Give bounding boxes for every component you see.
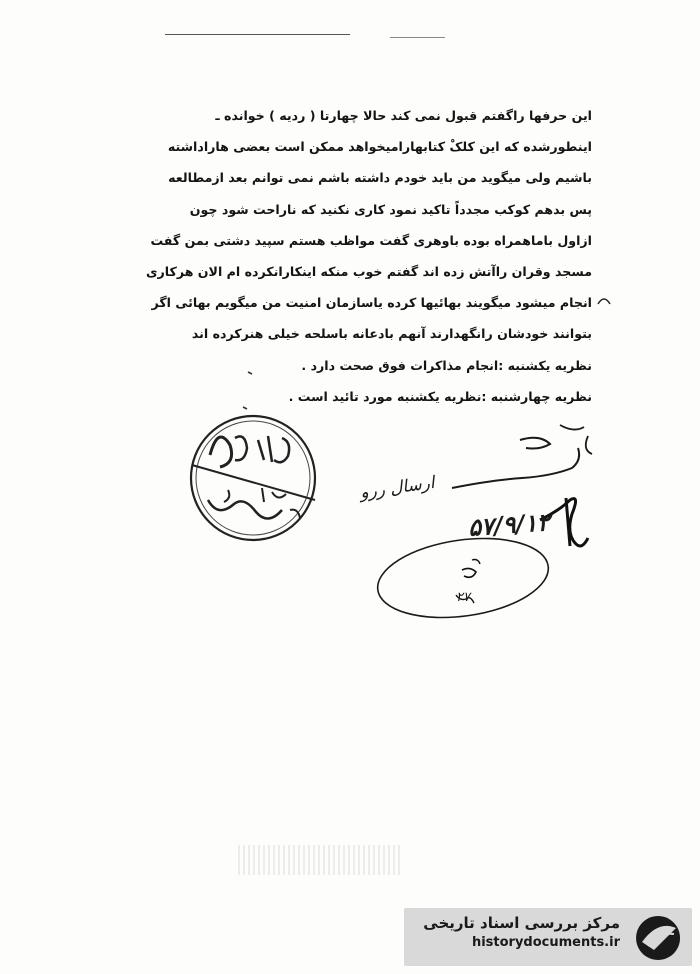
body-line: پس بدهم کوکب مجدداً تاکید نمود کاری نکنید که ناراحت شود چون: [189, 201, 592, 217]
oval-note: ۲۷: [456, 590, 470, 605]
body-line: بتوانند خودشان رانگهدارند آنهم بادعانه باسلحه خیلی هنرکرده اند: [191, 326, 592, 342]
handwritten-annotation: ارسال ررو: [358, 472, 436, 504]
oval-mark: [373, 528, 554, 627]
handwritten-date: ۵۷/۹/۱۲: [467, 507, 551, 542]
watermark-title: مرکز بررسی اسناد تاریخی: [423, 914, 620, 932]
watermark-text: [423, 914, 620, 950]
watermark: [404, 908, 692, 966]
note-sunday: نظریه یکشنبه :انجام مذاکرات فوق صحت دارد .: [301, 357, 592, 373]
body-line: ازاول باماهمراه بوده باوهری گفت مواظب هستم سپید دشتی بمن گفت: [150, 232, 592, 248]
note-wednesday: نظریه چهارشنبه :نظریه یکشنبه مورد تائید است .: [288, 388, 592, 404]
body-line: مسجد وقران راآتش زده اند گفتم خوب منکه اینکارانکرده ام الان هرکاری: [146, 263, 592, 279]
watermark-url: historydocuments.ir: [471, 935, 620, 950]
body-line: اینطورشده که این کلکْ کتابهارامیخواهد ممکن است بعضی هاراداشته: [167, 139, 592, 155]
body-line: این حرفها راگفتم قبول نمی کند حالا چهارتا ( ردیه ) خوانده ـ: [215, 108, 592, 123]
body-line: انجام میشود میگویند بهائیها کرده یاسازمان امنیت من میگویم بهائی اگر: [151, 295, 592, 311]
round-stamp: [191, 416, 315, 540]
faint-footer-mark: [238, 845, 403, 875]
body-line: باشیم ولی میگوید من باید خودم داشته باشم نمی توانم بعد ازمطالعه: [168, 170, 592, 186]
signature-top: [452, 425, 592, 488]
scan-marks: [243, 299, 610, 409]
archive-logo-icon: [632, 912, 684, 962]
